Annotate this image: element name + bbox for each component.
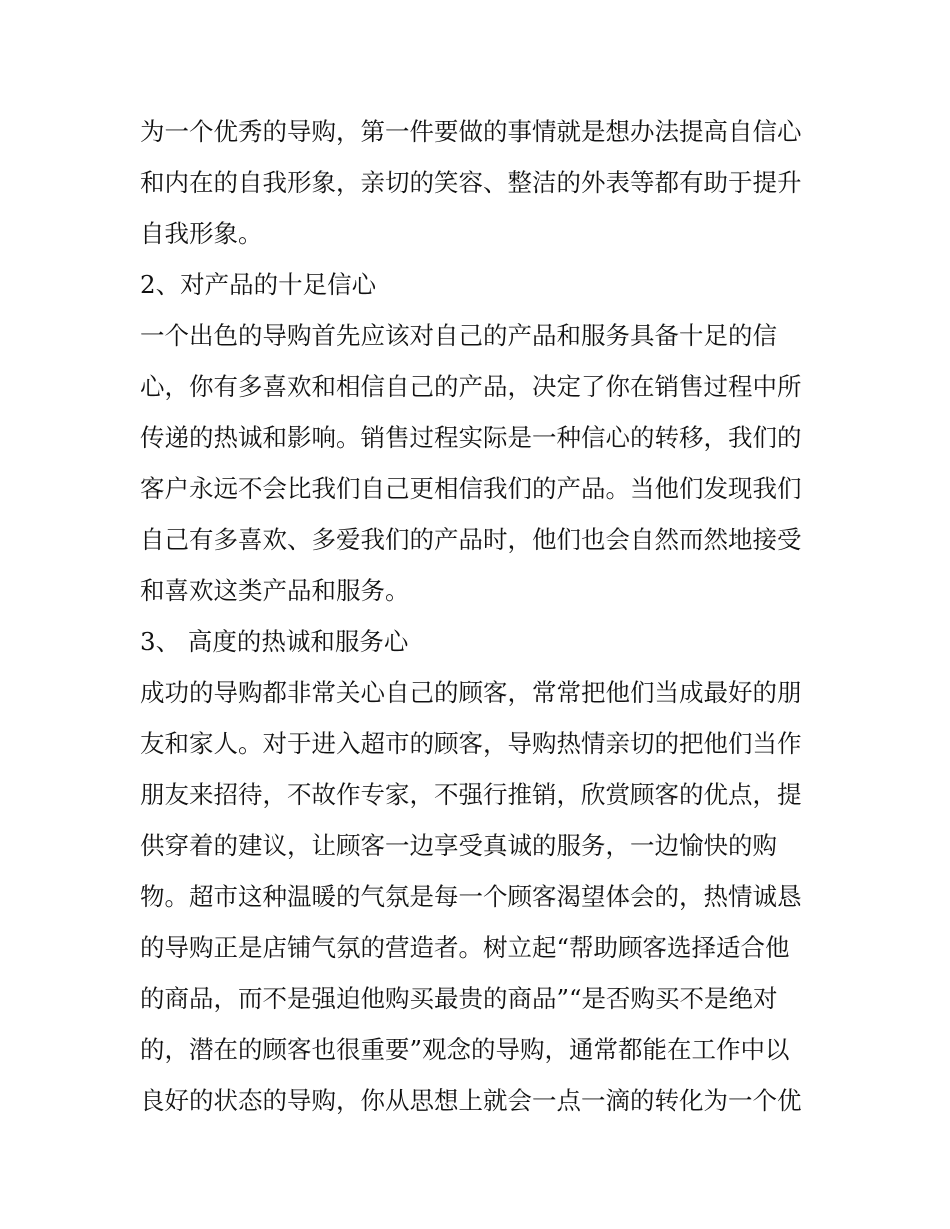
- body-line: 朋友来招待，不故作专家，不强行推销，欣赏顾客的优点，提: [140, 780, 802, 809]
- body-line: 的导购正是店铺气氛的营造者。树立起“帮助顾客选择适合他: [140, 933, 790, 962]
- body-line: 自己有多喜欢、多爱我们的产品时，他们也会自然而然地接受: [140, 525, 802, 554]
- body-line: 的商品，而不是强迫他购买最贵的商品”“是否购买不是绝对: [140, 984, 778, 1013]
- body-line: 一个出色的导购首先应该对自己的产品和服务具备十足的信: [140, 321, 777, 350]
- body-line: 自我形象。: [140, 219, 263, 248]
- body-line: 和内在的自我形象，亲切的笑容、整洁的外表等都有助于提升: [140, 168, 802, 197]
- body-line: 物。超市这种温暖的气氛是每一个顾客渴望体会的，热情诚恳: [140, 882, 802, 911]
- body-line: 和喜欢这类产品和服务。: [140, 576, 410, 605]
- body-line: 传递的热诚和影响。销售过程实际是一种信心的转移，我们的: [140, 423, 802, 452]
- body-line: 客户永远不会比我们自己更相信我们的产品。当他们发现我们: [140, 474, 802, 503]
- body-line: 供穿着的建议，让顾客一边享受真诚的服务，一边愉快的购: [140, 831, 777, 860]
- section-heading: 2、对产品的十足信心: [140, 270, 377, 299]
- body-line: 良好的状态的导购，你从思想上就会一点一滴的转化为一个优: [140, 1086, 802, 1115]
- body-line: 的，潜在的顾客也很重要”观念的导购，通常都能在工作中以: [140, 1035, 790, 1064]
- body-line: 友和家人。对于进入超市的顾客，导购热情亲切的把他们当作: [140, 729, 802, 758]
- body-line: 为一个优秀的导购，第一件要做的事情就是想办法提高自信心: [140, 117, 802, 146]
- document-body: [140, 106, 820, 1126]
- section-heading: 3、 高度的热诚和服务心: [140, 627, 409, 656]
- body-line: 心，你有多喜欢和相信自己的产品，决定了你在销售过程中所: [140, 372, 802, 401]
- body-line: 成功的导购都非常关心自己的顾客，常常把他们当成最好的朋: [140, 678, 802, 707]
